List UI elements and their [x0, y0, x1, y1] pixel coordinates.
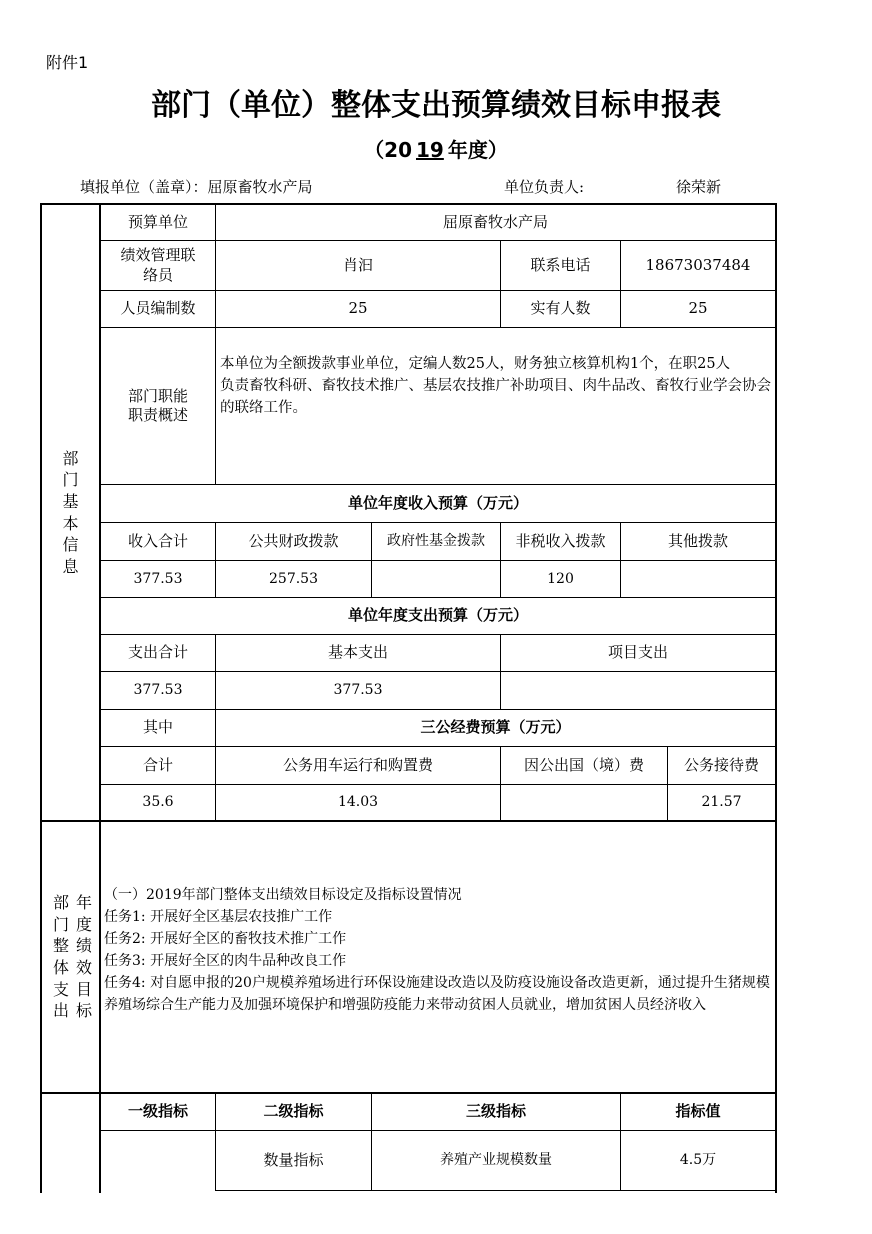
indicator-header: 一级指标 [127, 1102, 188, 1121]
contact-label: 绩效管理联络员 [120, 246, 196, 284]
indicator-header: 指标值 [675, 1102, 721, 1121]
expense-value: 377.53 [333, 682, 383, 699]
three-value: 35.6 [142, 794, 174, 811]
duty-text-line-1: 本单位为全额拨款事业单位，定编人数25人，财务独立核算机构1个，在职25人 [220, 356, 731, 372]
indicator-cell: 数量指标 [263, 1150, 324, 1169]
section-label-goals-a: 部门整体支出 [52, 893, 69, 1021]
income-value [372, 561, 500, 597]
goals-line: （一）2019年部门整体支出绩效目标设定及指标设置情况 [104, 887, 462, 903]
duty-label: 部门职能职责概述 [127, 386, 188, 424]
expense-heading: 单位年度支出预算（万元） [347, 606, 528, 625]
goals-line: 任务4: 对自愿申报的20户规模养殖场进行环保设施建设改造以及防疫设施设备改造更新，通过提升生猪规模养殖场综合生产能力及加强环境保护和增强防疫能力来带动贫困人员就业，增加贫困人员经济收入 [104, 975, 770, 1013]
income-header: 其他拨款 [667, 531, 728, 550]
expense-header: 支出合计 [127, 643, 188, 662]
duty-text [220, 353, 773, 419]
income-value: 377.53 [133, 570, 183, 587]
section-label-goals-b: 年度绩效目标 [75, 893, 92, 1021]
goals-line: 任务3: 开展好全区的肉牛品种改良工作 [104, 953, 347, 969]
page-title: 部门（单位）整体支出预算绩效目标申报表 [151, 88, 721, 123]
three-value: 21.57 [701, 794, 742, 811]
year-suffix: 年度） [447, 138, 508, 162]
goals-text [104, 884, 774, 1016]
leader-name: 徐荣新 [676, 178, 722, 196]
fill-unit: 填报单位（盖章）：屈原畜牧水产局 [80, 178, 313, 196]
year-value: 19 [416, 138, 444, 162]
phone-label: 联系电话 [530, 255, 591, 274]
income-header: 政府性基金拨款 [387, 533, 485, 550]
goals-line: 任务2: 开展好全区的畜牧技术推广工作 [104, 931, 347, 947]
indicator-cell: 养殖产业规模数量 [440, 1152, 552, 1169]
three-value [501, 785, 667, 820]
income-value [621, 561, 775, 597]
three-header: 合计 [142, 755, 173, 774]
phone-value: 18673037484 [645, 255, 751, 274]
goals-line: 任务1: 开展好全区基层农技推广工作 [104, 909, 333, 925]
leader-label: 单位负责人: [504, 178, 585, 196]
among-label: 其中 [142, 718, 173, 737]
staff-actual-value: 25 [688, 299, 708, 318]
duty-text-line-2: 负责畜牧科研、畜牧技术推广、基层农技推广补助项目、肉牛品改、畜牧行业学会协会的联络工作。 [220, 378, 771, 416]
income-header: 非税收入拨款 [515, 531, 606, 550]
indicator-header: 三级指标 [465, 1102, 526, 1121]
income-heading: 单位年度收入预算（万元） [347, 493, 528, 512]
three-header: 公务接待费 [683, 755, 759, 774]
year-line [0, 134, 872, 163]
three-header: 因公出国（境）费 [523, 755, 644, 774]
three-heading: 三公经费预算（万元） [420, 718, 571, 737]
budget-unit-value: 屈原畜牧水产局 [442, 212, 548, 231]
staff-actual-label: 实有人数 [530, 299, 591, 318]
income-header: 公共财政拨款 [248, 531, 339, 550]
indicator-header: 二级指标 [263, 1102, 324, 1121]
section-label-basic: 部门基本信息 [62, 448, 79, 576]
contact-value: 肖汩 [342, 255, 373, 274]
expense-header: 基本支出 [327, 643, 388, 662]
attachment-label: 附件1 [46, 53, 89, 72]
expense-value [501, 672, 775, 709]
indicator-cell: 4.5万 [679, 1152, 717, 1169]
income-value: 120 [547, 570, 574, 587]
expense-header: 项目支出 [607, 643, 668, 662]
year-prefix: （20 [364, 138, 412, 162]
income-header: 收入合计 [127, 531, 188, 550]
three-value: 14.03 [337, 794, 379, 811]
staff-quota-label: 人员编制数 [120, 299, 196, 318]
expense-value: 377.53 [133, 682, 183, 699]
budget-unit-label: 预算单位 [127, 212, 188, 231]
income-value: 257.53 [269, 570, 318, 587]
three-header: 公务用车运行和购置费 [282, 755, 433, 774]
indicator-cell [101, 1131, 215, 1190]
staff-quota-value: 25 [348, 299, 368, 318]
